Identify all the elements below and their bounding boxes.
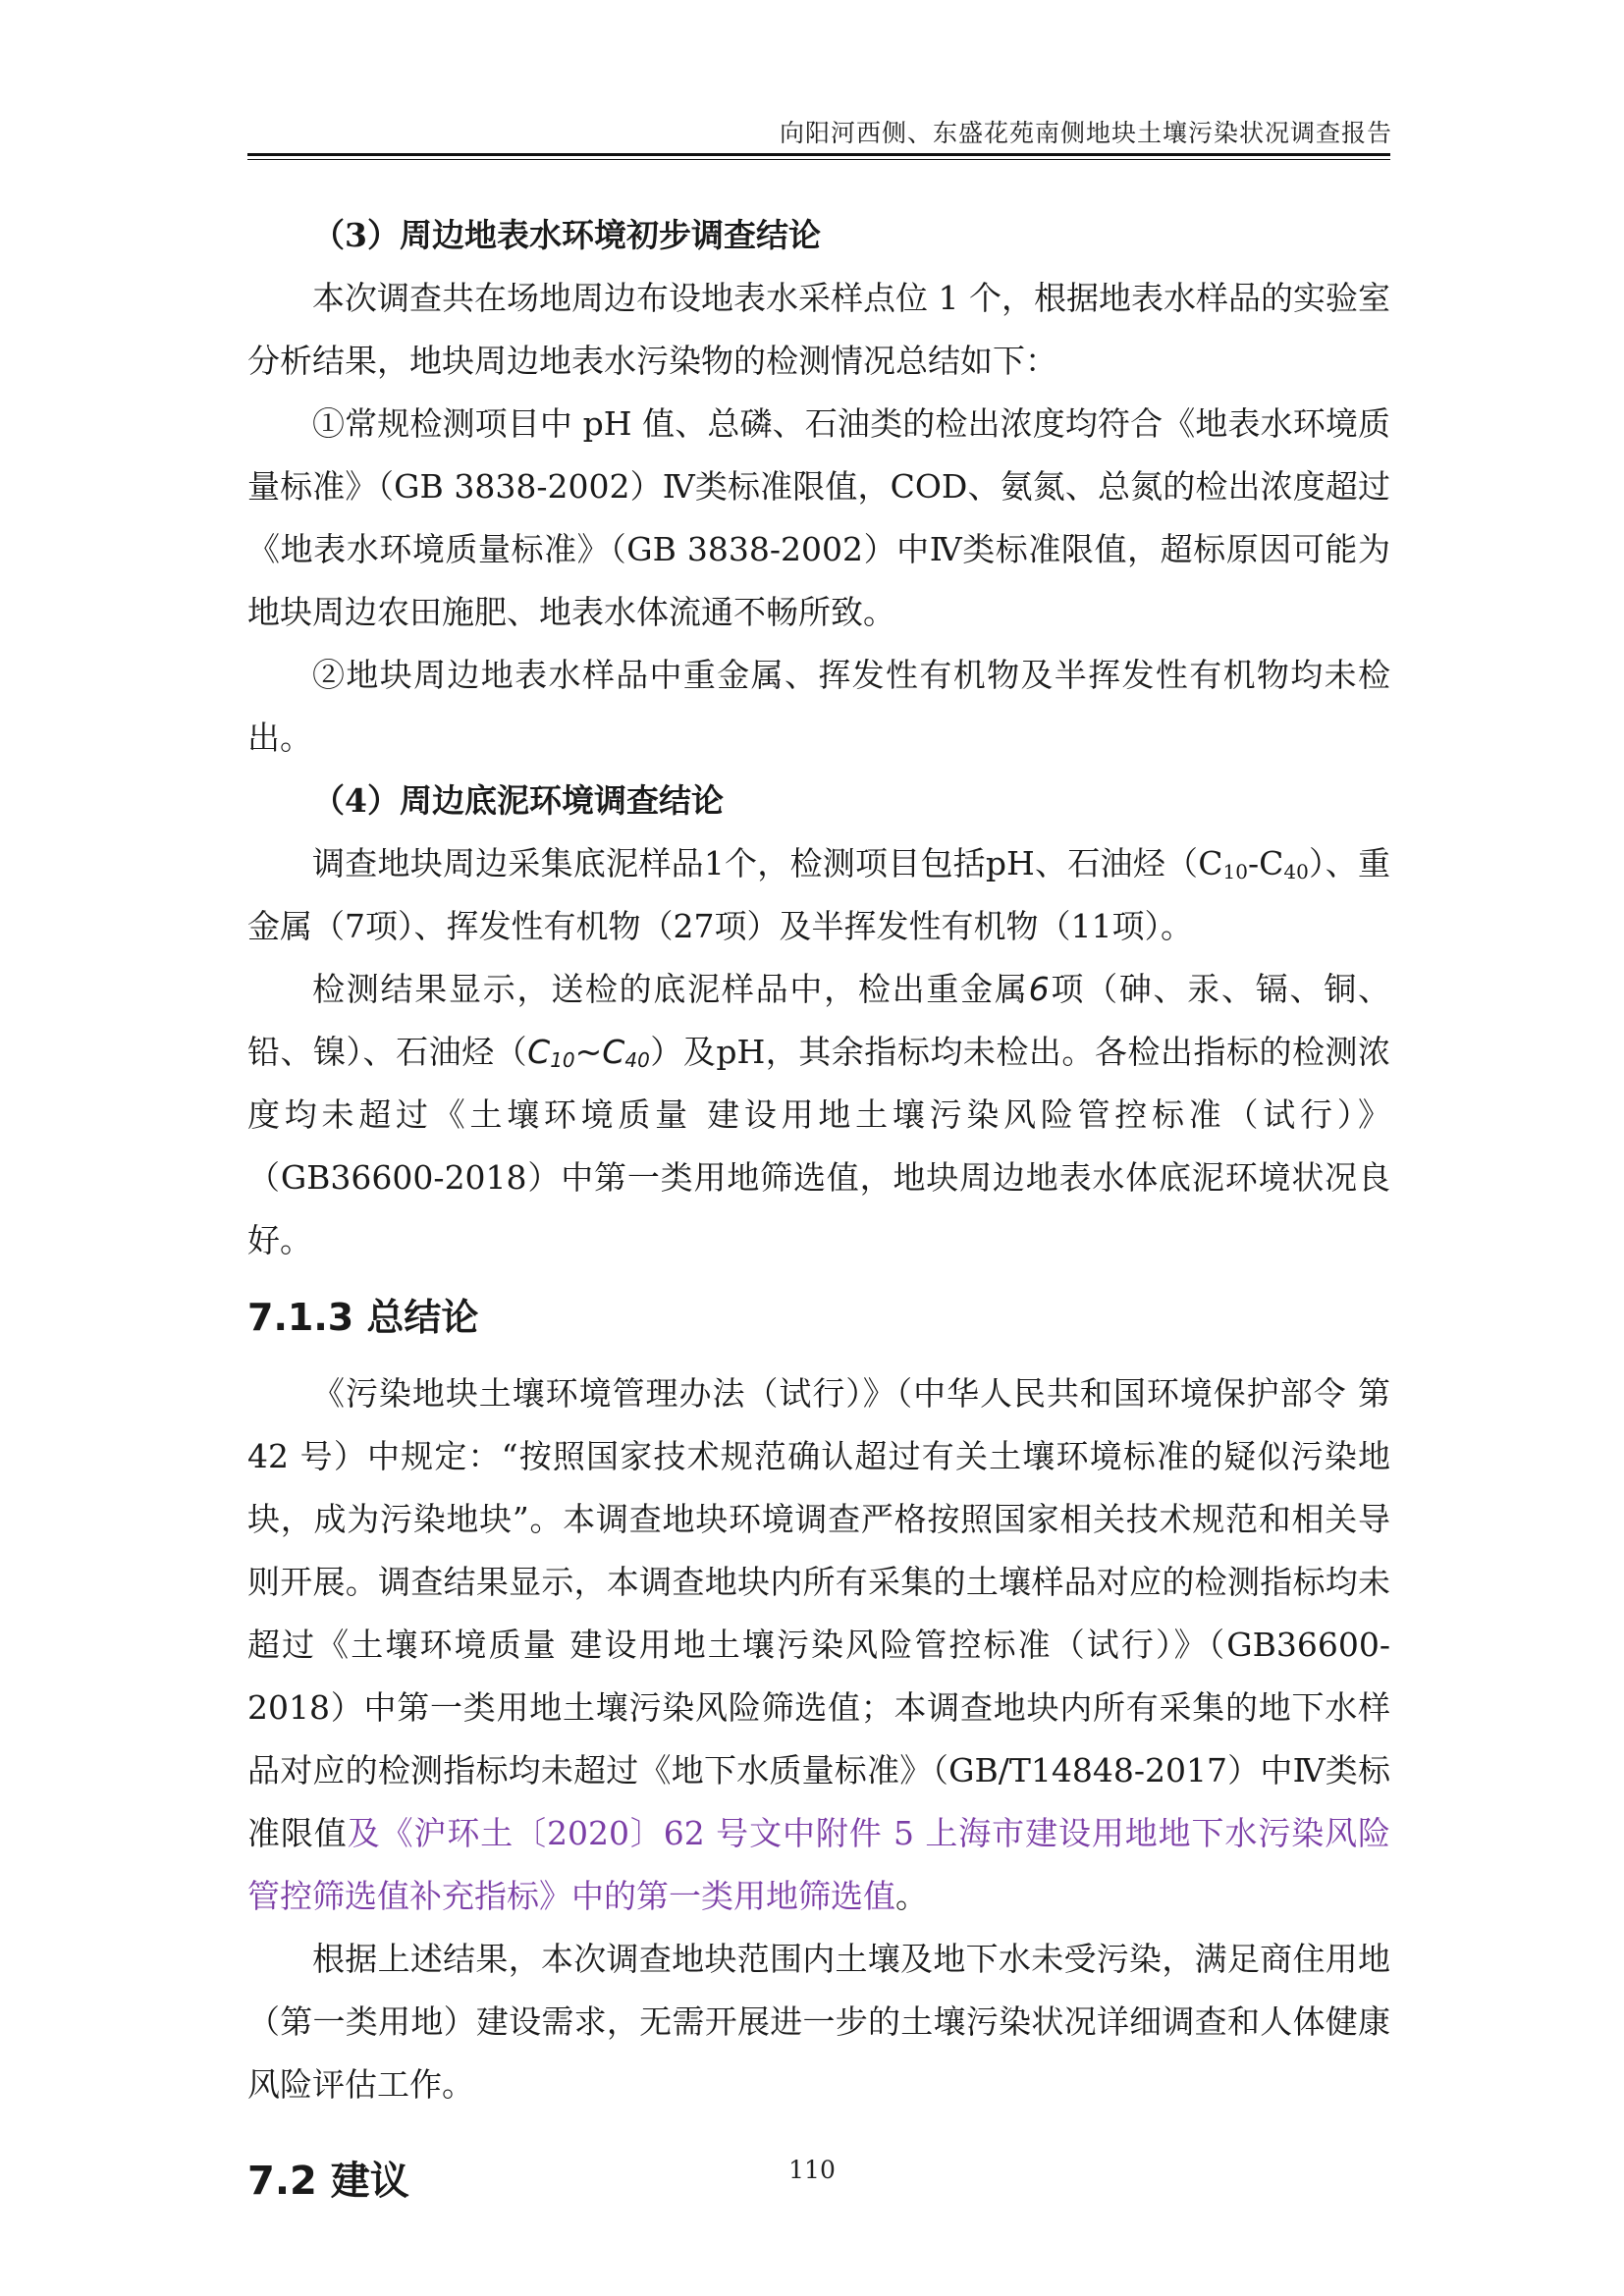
text-run: 《污染地块土壤环境管理办法（试行）》（中华人民共和国环境保护部令 第 42 号）中规定：“按照国家技术规范确认超过有关土壤环境标准的疑似污染地块，成为污染地块”。本调查地块环境调查严格按照国家相关技术规范和相关导则开展。调查结果显示，本调查地块内所有采集的土壤样品对应的检测指标均未超过《土壤环境质量 建设用地土壤污染风险管控标准（试行）》（GB36600-2018）中第一类用地土壤污染风险筛选值；本调查地块内所有采集的地下水样品对应的检测指标均未超过《地下水质量标准》（GB/T14848-2017）中Ⅳ类标准限值: [247, 1374, 1390, 1852]
handwritten-text: ~C: [574, 1033, 625, 1071]
page-number: 110: [788, 2156, 836, 2184]
handwritten-text: C: [527, 1033, 551, 1071]
highlighted-text: 及《沪环土〔2020〕62 号文中附件 5 上海市建设用地地下水污染风险管控筛选值补充指标》中的第一类用地筛选值: [247, 1814, 1390, 1915]
paragraph-sediment-intro: [247, 832, 1390, 958]
paragraph-conclusion-main: [247, 1362, 1390, 1928]
handwritten-number: 6: [1028, 970, 1050, 1008]
page-header-title: 向阳河西侧、东盛花苑南侧地块土壤污染状况调查报告: [779, 119, 1392, 147]
text-run: ）及pH，其余指标均未检出。各检出指标的检测浓度均未超过《土壤环境质量 建设用地土壤污染风险管控标准（试行）》（GB36600-2018）中第一类用地筛选值，地块周边地表水体底泥环境状况良好。: [247, 1033, 1391, 1259]
text-run: 调查地块周边采集底泥样品1个，检测项目包括pH、石油烃（C: [312, 844, 1223, 882]
paragraph-surface-water-item2: ②地块周边地表水样品中重金属、挥发性有机物及半挥发性有机物均未检出。: [247, 656, 1390, 757]
subheading-surface-water: （3）周边地表水环境初步调查结论: [312, 216, 821, 254]
subscript: 40: [1283, 860, 1309, 883]
paragraph-conclusion-summary: 根据上述结果，本次调查地块范围内土壤及地下水未受污染，满足商住用地（第一类用地）建设需求，无需开展进一步的土壤污染状况详细调查和人体健康风险评估工作。: [247, 1940, 1390, 2104]
header-rule: [247, 153, 1390, 156]
section-heading-suggestions: 7.2 建议: [247, 2159, 409, 2204]
section-heading-conclusion: 7.1.3 总结论: [247, 1296, 479, 1339]
subscript: 10: [550, 1048, 575, 1072]
paragraph-surface-water-item1: ①常规检测项目中 pH 值、总磷、石油类的检出浓度均符合《地表水环境质量标准》（GB 3838-2002）Ⅳ类标准限值，COD、氨氮、总氮的检出浓度超过《地表水环境质量标准》（GB 3838-2002）中Ⅳ类标准限值，超标原因可能为地块周边农田施肥、地表水体流通不畅所致。: [247, 404, 1390, 631]
paragraph-sediment-results: [247, 958, 1390, 1272]
text-run: 项（砷、汞、镉、铜、铅、镍）、石油烃（: [247, 970, 1391, 1071]
subscript: 40: [624, 1048, 650, 1072]
text-run: 。: [895, 1877, 928, 1915]
text-run: -C: [1247, 844, 1284, 882]
subheading-sediment: （4）周边底泥环境调查结论: [312, 781, 724, 820]
paragraph-surface-water-intro: 本次调查共在场地周边布设地表水采样点位 1 个，根据地表水样品的实验室分析结果，地块周边地表水污染物的检测情况总结如下：: [247, 279, 1390, 380]
text-run: ）、重金属（7项）、挥发性有机物（27项）及半挥发性有机物（11项）。: [247, 844, 1390, 945]
text-run: 检测结果显示，送检的底泥样品中，检出重金属: [312, 970, 1029, 1008]
subscript: 10: [1222, 860, 1248, 883]
document-body: [247, 204, 1390, 2226]
header-rule-thin: [247, 159, 1390, 160]
